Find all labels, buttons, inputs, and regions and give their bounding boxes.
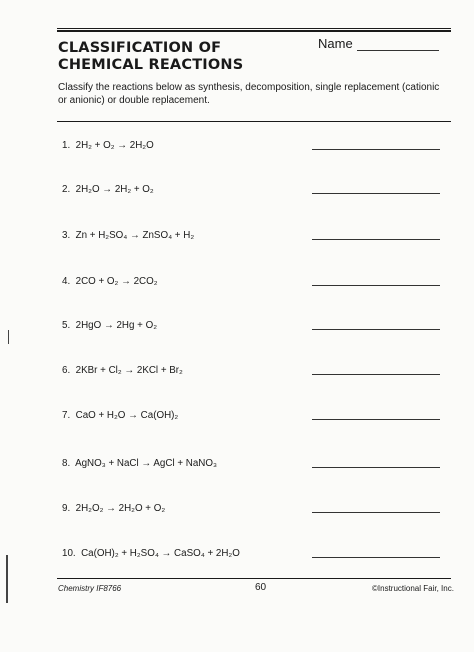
reaction-equation: AgNO₃ + NaCl → AgCl + NaNO₃: [75, 458, 217, 469]
top-rule-thick: [57, 30, 451, 32]
footer-copyright: ©Instructional Fair, Inc.: [372, 584, 454, 593]
reaction-number: 4.: [62, 276, 71, 287]
reaction-number: 3.: [62, 230, 71, 241]
reaction-number: 6.: [62, 365, 71, 376]
answer-line[interactable]: [312, 557, 440, 558]
bottom-rule: [57, 578, 451, 579]
answer-line[interactable]: [312, 512, 440, 513]
reaction-item: [62, 365, 183, 376]
reaction-item: [62, 184, 154, 195]
reaction-equation: Ca(OH)₂ + H₂SO₄ → CaSO₄ + 2H₂O: [81, 548, 240, 559]
answer-line[interactable]: [312, 193, 440, 194]
reaction-equation: 2H₂O₂ → 2H₂O + O₂: [75, 503, 166, 514]
title-line-2: CHEMICAL REACTIONS: [58, 57, 244, 73]
footer-page-number: 60: [255, 582, 267, 593]
answer-line[interactable]: [312, 374, 440, 375]
reaction-equation: 2HgO → 2Hg + O₂: [75, 320, 158, 331]
reaction-item: [62, 410, 178, 421]
reaction-item: [62, 230, 194, 241]
reaction-item: [62, 548, 240, 559]
reaction-number: 5.: [62, 320, 71, 331]
scan-mark: [6, 555, 8, 603]
reaction-equation: 2H₂ + O₂ → 2H₂O: [75, 140, 154, 151]
name-field: [318, 36, 439, 51]
instructions-rule: [57, 121, 451, 122]
top-rule-thin: [57, 28, 451, 29]
answer-line[interactable]: [312, 467, 440, 468]
reaction-number: 10.: [62, 548, 76, 559]
reaction-equation: 2H₂O → 2H₂ + O₂: [75, 184, 154, 195]
name-label: Name: [318, 36, 353, 51]
reaction-number: 9.: [62, 503, 71, 514]
reaction-equation: Zn + H₂SO₄ → ZnSO₄ + H₂: [75, 230, 195, 241]
answer-line[interactable]: [312, 285, 440, 286]
answer-line[interactable]: [312, 419, 440, 420]
reaction-number: 1.: [62, 140, 71, 151]
scan-mark: [8, 330, 9, 344]
reaction-equation: 2CO + O₂ → 2CO₂: [75, 276, 158, 287]
answer-line[interactable]: [312, 329, 440, 330]
title-line-1: CLASSIFICATION OF: [58, 40, 222, 56]
reaction-number: 8.: [62, 458, 71, 469]
reaction-item: [62, 458, 217, 469]
reaction-item: [62, 320, 157, 331]
reaction-item: [62, 140, 154, 151]
reaction-item: [62, 503, 165, 514]
footer-book-code: Chemistry IF8766: [58, 584, 122, 593]
reaction-item: [62, 276, 158, 287]
name-answer-line[interactable]: [357, 38, 439, 51]
instructions: Classify the reactions below as synthesis, decomposition, single replacement (cationic or anionic) or double replacement.: [58, 82, 440, 106]
reaction-number: 7.: [62, 410, 71, 421]
reaction-number: 2.: [62, 184, 71, 195]
worksheet-title: [58, 40, 243, 74]
reaction-equation: 2KBr + Cl₂ → 2KCl + Br₂: [75, 365, 183, 376]
answer-line[interactable]: [312, 149, 440, 150]
reaction-equation: CaO + H₂O → Ca(OH)₂: [75, 410, 179, 421]
answer-line[interactable]: [312, 239, 440, 240]
